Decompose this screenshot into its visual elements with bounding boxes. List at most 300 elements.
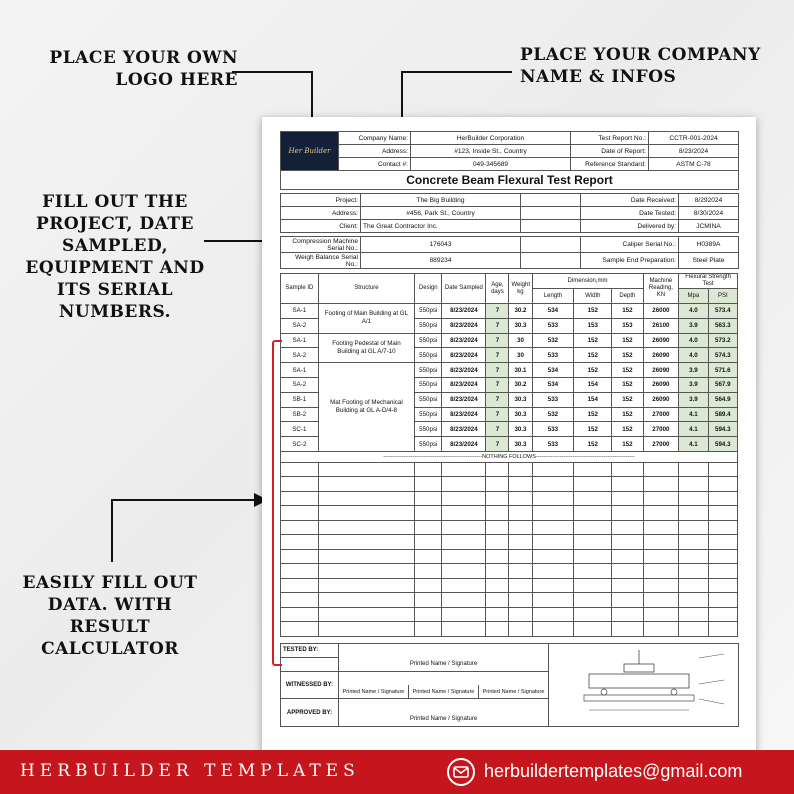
mpa[interactable]: 4.0: [679, 333, 708, 348]
age[interactable]: 7: [486, 407, 509, 422]
design[interactable]: 550psi: [415, 377, 442, 392]
witness-2-name[interactable]: Printed Name / Signature: [409, 685, 479, 699]
length[interactable]: 534: [532, 363, 574, 378]
psi[interactable]: 573.4: [708, 304, 737, 319]
empty-cell[interactable]: [708, 462, 737, 477]
empty-cell[interactable]: [612, 491, 643, 506]
sample-id[interactable]: SB-2: [281, 407, 319, 422]
machine-reading[interactable]: 26000: [643, 304, 679, 319]
age[interactable]: 7: [486, 318, 509, 333]
empty-cell[interactable]: [281, 520, 319, 535]
machine-reading[interactable]: 26090: [643, 363, 679, 378]
empty-cell[interactable]: [281, 578, 319, 593]
empty-cell[interactable]: [415, 520, 442, 535]
mpa[interactable]: 4.0: [679, 348, 708, 363]
client-name[interactable]: The Great Contractor Inc.: [361, 220, 521, 233]
empty-cell[interactable]: [486, 506, 509, 521]
empty-cell[interactable]: [574, 549, 612, 564]
empty-cell[interactable]: [486, 535, 509, 550]
empty-cell[interactable]: [318, 607, 414, 622]
empty-cell[interactable]: [415, 535, 442, 550]
age[interactable]: 7: [486, 363, 509, 378]
length[interactable]: 533: [532, 318, 574, 333]
empty-cell[interactable]: [318, 477, 414, 492]
empty-cell[interactable]: [509, 491, 532, 506]
date-sampled[interactable]: 8/23/2024: [442, 304, 486, 319]
empty-row[interactable]: [281, 622, 738, 637]
empty-cell[interactable]: [486, 607, 509, 622]
empty-cell[interactable]: [612, 549, 643, 564]
date-of-report[interactable]: 8/23/2024: [649, 145, 739, 158]
empty-cell[interactable]: [486, 491, 509, 506]
empty-cell[interactable]: [532, 578, 574, 593]
age[interactable]: 7: [486, 377, 509, 392]
empty-row[interactable]: [281, 578, 738, 593]
empty-cell[interactable]: [574, 607, 612, 622]
empty-cell[interactable]: [574, 477, 612, 492]
empty-row[interactable]: [281, 520, 738, 535]
empty-cell[interactable]: [509, 622, 532, 637]
psi[interactable]: 563.3: [708, 318, 737, 333]
empty-cell[interactable]: [486, 520, 509, 535]
empty-cell[interactable]: [442, 491, 486, 506]
date-tested[interactable]: 8/30/2024: [679, 207, 739, 220]
empty-cell[interactable]: [532, 593, 574, 608]
psi[interactable]: 594.3: [708, 437, 737, 452]
empty-cell[interactable]: [281, 535, 319, 550]
nothing-follows: ------------------------------------------------------NOTHING FOLLOWS------------------------------------------------------: [281, 451, 738, 462]
col-psi: PSI: [708, 289, 737, 304]
empty-cell[interactable]: [415, 564, 442, 579]
empty-row[interactable]: [281, 607, 738, 622]
depth[interactable]: 152: [612, 304, 643, 319]
weight[interactable]: 30.3: [509, 437, 532, 452]
psi[interactable]: 571.6: [708, 363, 737, 378]
empty-cell[interactable]: [318, 564, 414, 579]
empty-cell[interactable]: [643, 593, 679, 608]
empty-cell[interactable]: [318, 520, 414, 535]
design[interactable]: 550psi: [415, 392, 442, 407]
sample-id[interactable]: SB-1: [281, 392, 319, 407]
depth[interactable]: 152: [612, 348, 643, 363]
wb-serial-label: Weigh Balance Serial No.:: [281, 253, 361, 269]
length[interactable]: 533: [532, 392, 574, 407]
empty-cell[interactable]: [612, 622, 643, 637]
mpa[interactable]: 4.0: [679, 304, 708, 319]
empty-row[interactable]: [281, 564, 738, 579]
weight[interactable]: 30: [509, 348, 532, 363]
empty-cell[interactable]: [612, 593, 643, 608]
empty-cell[interactable]: [281, 462, 319, 477]
footer-email[interactable]: herbuildertemplates@gmail.com: [484, 761, 743, 781]
empty-cell[interactable]: [612, 564, 643, 579]
empty-cell[interactable]: [532, 622, 574, 637]
empty-cell[interactable]: [708, 578, 737, 593]
empty-cell[interactable]: [509, 578, 532, 593]
empty-cell[interactable]: [612, 506, 643, 521]
empty-cell[interactable]: [509, 462, 532, 477]
empty-cell[interactable]: [281, 549, 319, 564]
design[interactable]: 550psi: [415, 363, 442, 378]
sample-id[interactable]: SC-2: [281, 437, 319, 452]
project-address[interactable]: #456, Park St., Country: [361, 207, 521, 220]
empty-cell[interactable]: [574, 535, 612, 550]
date-sampled[interactable]: 8/23/2024: [442, 437, 486, 452]
empty-cell[interactable]: [643, 564, 679, 579]
empty-cell[interactable]: [442, 477, 486, 492]
age[interactable]: 7: [486, 437, 509, 452]
empty-cell[interactable]: [574, 593, 612, 608]
machine-reading[interactable]: 27000: [643, 407, 679, 422]
empty-cell[interactable]: [281, 477, 319, 492]
delivered-by[interactable]: JCMINA: [679, 220, 739, 233]
empty-cell[interactable]: [612, 578, 643, 593]
empty-cell[interactable]: [532, 535, 574, 550]
empty-cell[interactable]: [486, 462, 509, 477]
machine-reading[interactable]: 26090: [643, 333, 679, 348]
empty-cell[interactable]: [643, 535, 679, 550]
empty-cell[interactable]: [708, 520, 737, 535]
weight[interactable]: 30.2: [509, 304, 532, 319]
witness-1-name[interactable]: Printed Name / Signature: [339, 685, 409, 699]
empty-cell[interactable]: [679, 607, 708, 622]
machine-reading[interactable]: 27000: [643, 437, 679, 452]
empty-cell[interactable]: [679, 477, 708, 492]
approved-printed-name[interactable]: Printed Name / Signature: [339, 713, 549, 727]
date-sampled[interactable]: 8/23/2024: [442, 348, 486, 363]
depth[interactable]: 152: [612, 407, 643, 422]
weight[interactable]: 30.3: [509, 318, 532, 333]
company-name[interactable]: HerBuilder Corporation: [411, 132, 571, 145]
empty-cell[interactable]: [643, 549, 679, 564]
width[interactable]: 152: [574, 437, 612, 452]
weight[interactable]: 30: [509, 333, 532, 348]
empty-cell[interactable]: [486, 593, 509, 608]
empty-cell[interactable]: [442, 520, 486, 535]
weight[interactable]: 30.1: [509, 363, 532, 378]
empty-cell[interactable]: [318, 622, 414, 637]
empty-cell[interactable]: [318, 506, 414, 521]
structure-cell[interactable]: Footing of Main Building at GL A/1: [318, 304, 414, 334]
psi[interactable]: 594.3: [708, 422, 737, 437]
empty-cell[interactable]: [415, 622, 442, 637]
date-sampled[interactable]: 8/23/2024: [442, 377, 486, 392]
company-address[interactable]: #123, Inside St., Country: [411, 145, 571, 158]
empty-cell[interactable]: [708, 549, 737, 564]
empty-cell[interactable]: [679, 578, 708, 593]
empty-cell[interactable]: [442, 607, 486, 622]
empty-cell[interactable]: [509, 607, 532, 622]
depth[interactable]: 152: [612, 437, 643, 452]
report-form: [280, 131, 738, 727]
empty-cell[interactable]: [318, 549, 414, 564]
width[interactable]: 154: [574, 392, 612, 407]
mpa[interactable]: 3.9: [679, 377, 708, 392]
width[interactable]: 154: [574, 377, 612, 392]
col-date-sampled: Date Sampled: [442, 274, 486, 304]
empty-cell[interactable]: [318, 578, 414, 593]
sample-id[interactable]: SA-1: [281, 333, 319, 348]
machine-reading[interactable]: 26090: [643, 377, 679, 392]
width[interactable]: 153: [574, 318, 612, 333]
empty-cell[interactable]: [679, 564, 708, 579]
empty-cell[interactable]: [442, 535, 486, 550]
empty-cell[interactable]: [574, 564, 612, 579]
depth[interactable]: 152: [612, 392, 643, 407]
age[interactable]: 7: [486, 392, 509, 407]
date-sampled[interactable]: 8/23/2024: [442, 422, 486, 437]
mpa[interactable]: 4.1: [679, 437, 708, 452]
empty-cell[interactable]: [318, 593, 414, 608]
empty-cell[interactable]: [442, 462, 486, 477]
empty-cell[interactable]: [509, 593, 532, 608]
mpa[interactable]: 3.9: [679, 363, 708, 378]
width[interactable]: 152: [574, 363, 612, 378]
empty-cell[interactable]: [486, 578, 509, 593]
empty-cell[interactable]: [509, 564, 532, 579]
design[interactable]: 550psi: [415, 407, 442, 422]
sample-id[interactable]: SA-2: [281, 348, 319, 363]
design[interactable]: 550psi: [415, 333, 442, 348]
empty-cell[interactable]: [532, 564, 574, 579]
empty-cell[interactable]: [679, 593, 708, 608]
weight[interactable]: 30.3: [509, 422, 532, 437]
length[interactable]: 532: [532, 407, 574, 422]
empty-cell[interactable]: [643, 477, 679, 492]
empty-cell[interactable]: [612, 462, 643, 477]
age[interactable]: 7: [486, 422, 509, 437]
length[interactable]: 532: [532, 333, 574, 348]
empty-cell[interactable]: [708, 506, 737, 521]
empty-cell[interactable]: [708, 477, 737, 492]
empty-row[interactable]: [281, 477, 738, 492]
empty-cell[interactable]: [574, 506, 612, 521]
empty-cell[interactable]: [679, 491, 708, 506]
empty-cell[interactable]: [442, 593, 486, 608]
empty-cell[interactable]: [708, 491, 737, 506]
length[interactable]: 534: [532, 377, 574, 392]
contact-number[interactable]: 049-345689: [411, 158, 571, 171]
empty-cell[interactable]: [281, 607, 319, 622]
caliper-serial[interactable]: H0389A: [679, 237, 739, 253]
empty-row[interactable]: [281, 593, 738, 608]
empty-cell[interactable]: [574, 578, 612, 593]
width[interactable]: 152: [574, 333, 612, 348]
width[interactable]: 152: [574, 407, 612, 422]
empty-cell[interactable]: [318, 491, 414, 506]
date-sampled[interactable]: 8/23/2024: [442, 392, 486, 407]
empty-cell[interactable]: [509, 535, 532, 550]
empty-row[interactable]: [281, 549, 738, 564]
length[interactable]: 533: [532, 348, 574, 363]
cm-serial[interactable]: 176043: [361, 237, 521, 253]
empty-cell[interactable]: [442, 506, 486, 521]
empty-cell[interactable]: [281, 593, 319, 608]
empty-cell[interactable]: [415, 491, 442, 506]
contact-label: Contact #:: [339, 158, 411, 171]
machine-reading[interactable]: 26100: [643, 318, 679, 333]
reference-standard[interactable]: ASTM C-78: [649, 158, 739, 171]
date-received[interactable]: 8/292024: [679, 194, 739, 207]
empty-cell[interactable]: [643, 520, 679, 535]
empty-cell[interactable]: [509, 506, 532, 521]
empty-cell[interactable]: [643, 462, 679, 477]
empty-cell[interactable]: [532, 549, 574, 564]
weight[interactable]: 30.3: [509, 407, 532, 422]
empty-row[interactable]: [281, 535, 738, 550]
empty-cell[interactable]: [415, 549, 442, 564]
empty-cell[interactable]: [532, 520, 574, 535]
depth[interactable]: 152: [612, 377, 643, 392]
psi[interactable]: 573.2: [708, 333, 737, 348]
empty-cell[interactable]: [281, 491, 319, 506]
empty-cell[interactable]: [574, 491, 612, 506]
empty-cell[interactable]: [442, 549, 486, 564]
mpa[interactable]: 4.1: [679, 407, 708, 422]
empty-cell[interactable]: [708, 564, 737, 579]
empty-cell[interactable]: [532, 477, 574, 492]
psi[interactable]: 574.3: [708, 348, 737, 363]
depth[interactable]: 152: [612, 363, 643, 378]
depth[interactable]: 153: [612, 318, 643, 333]
empty-cell[interactable]: [486, 622, 509, 637]
wb-serial[interactable]: 889234: [361, 253, 521, 269]
empty-cell[interactable]: [612, 520, 643, 535]
design[interactable]: 550psi: [415, 437, 442, 452]
empty-row[interactable]: [281, 462, 738, 477]
test-report-no[interactable]: CCTR-001-2024: [649, 132, 739, 145]
sample-id[interactable]: SA-1: [281, 363, 319, 378]
tested-printed-name[interactable]: Printed Name / Signature: [339, 657, 549, 671]
machine-reading[interactable]: 27000: [643, 422, 679, 437]
sample-end-prep[interactable]: Steel Plate: [679, 253, 739, 269]
empty-cell[interactable]: [442, 564, 486, 579]
length[interactable]: 534: [532, 304, 574, 319]
empty-cell[interactable]: [486, 477, 509, 492]
empty-cell[interactable]: [509, 477, 532, 492]
empty-cell[interactable]: [708, 593, 737, 608]
weight[interactable]: 30.3: [509, 392, 532, 407]
callout-company: PLACE YOUR COMPANY NAME & INFOS: [520, 45, 761, 87]
empty-cell[interactable]: [415, 593, 442, 608]
width[interactable]: 152: [574, 348, 612, 363]
depth[interactable]: 152: [612, 333, 643, 348]
age[interactable]: 7: [486, 304, 509, 319]
sample-id[interactable]: SA-2: [281, 318, 319, 333]
empty-cell[interactable]: [643, 491, 679, 506]
age[interactable]: 7: [486, 333, 509, 348]
machine-reading[interactable]: 26090: [643, 348, 679, 363]
mpa[interactable]: 3.9: [679, 318, 708, 333]
empty-cell[interactable]: [509, 549, 532, 564]
col-weight: Weight kg: [509, 274, 532, 304]
date-sampled[interactable]: 8/23/2024: [442, 363, 486, 378]
sample-id[interactable]: SA-2: [281, 377, 319, 392]
empty-cell[interactable]: [486, 549, 509, 564]
empty-cell[interactable]: [318, 462, 414, 477]
empty-cell[interactable]: [532, 506, 574, 521]
psi[interactable]: 564.9: [708, 392, 737, 407]
empty-cell[interactable]: [643, 622, 679, 637]
empty-cell[interactable]: [281, 564, 319, 579]
psi[interactable]: 589.4: [708, 407, 737, 422]
empty-cell[interactable]: [679, 549, 708, 564]
machine-reading[interactable]: 26090: [643, 392, 679, 407]
empty-cell[interactable]: [415, 578, 442, 593]
structure-cell[interactable]: Footing Pedestal of Main Building at GL A/7-10: [318, 333, 414, 363]
empty-row[interactable]: [281, 491, 738, 506]
design[interactable]: 550psi: [415, 318, 442, 333]
empty-cell[interactable]: [442, 578, 486, 593]
mpa[interactable]: 3.9: [679, 392, 708, 407]
empty-cell[interactable]: [679, 535, 708, 550]
empty-cell[interactable]: [415, 477, 442, 492]
date-sampled[interactable]: 8/23/2024: [442, 333, 486, 348]
depth[interactable]: 152: [612, 422, 643, 437]
design[interactable]: 550psi: [415, 348, 442, 363]
empty-cell[interactable]: [679, 506, 708, 521]
weight[interactable]: 30.2: [509, 377, 532, 392]
empty-cell[interactable]: [643, 607, 679, 622]
empty-cell[interactable]: [281, 622, 319, 637]
width[interactable]: 152: [574, 304, 612, 319]
empty-cell[interactable]: [532, 491, 574, 506]
empty-cell[interactable]: [486, 564, 509, 579]
empty-cell[interactable]: [679, 462, 708, 477]
empty-cell[interactable]: [415, 506, 442, 521]
empty-cell[interactable]: [679, 520, 708, 535]
empty-cell[interactable]: [574, 520, 612, 535]
empty-cell[interactable]: [281, 506, 319, 521]
length[interactable]: 533: [532, 437, 574, 452]
width[interactable]: 152: [574, 422, 612, 437]
date-sampled[interactable]: 8/23/2024: [442, 407, 486, 422]
psi[interactable]: 567.9: [708, 377, 737, 392]
length[interactable]: 533: [532, 422, 574, 437]
empty-cell[interactable]: [415, 462, 442, 477]
age[interactable]: 7: [486, 348, 509, 363]
design[interactable]: 550psi: [415, 422, 442, 437]
empty-cell[interactable]: [415, 607, 442, 622]
empty-cell[interactable]: [509, 520, 532, 535]
mpa[interactable]: 4.1: [679, 422, 708, 437]
witness-3-name[interactable]: Printed Name / Signature: [479, 685, 549, 699]
empty-cell[interactable]: [679, 622, 708, 637]
date-sampled[interactable]: 8/23/2024: [442, 318, 486, 333]
empty-cell[interactable]: [532, 607, 574, 622]
empty-cell[interactable]: [708, 535, 737, 550]
empty-cell[interactable]: [532, 462, 574, 477]
empty-cell[interactable]: [442, 622, 486, 637]
project-name[interactable]: The Big Building: [361, 194, 521, 207]
design[interactable]: 550psi: [415, 304, 442, 319]
empty-cell[interactable]: [574, 622, 612, 637]
empty-cell[interactable]: [708, 607, 737, 622]
date-received-label: Date Received:: [581, 194, 679, 207]
sample-id[interactable]: SC-1: [281, 422, 319, 437]
empty-cell[interactable]: [612, 477, 643, 492]
empty-cell[interactable]: [574, 462, 612, 477]
empty-cell[interactable]: [318, 535, 414, 550]
empty-cell[interactable]: [643, 506, 679, 521]
empty-row[interactable]: [281, 506, 738, 521]
empty-cell[interactable]: [612, 535, 643, 550]
empty-cell[interactable]: [643, 578, 679, 593]
empty-cell[interactable]: [708, 622, 737, 637]
empty-cell[interactable]: [612, 607, 643, 622]
sample-id[interactable]: SA-1: [281, 304, 319, 319]
structure-cell[interactable]: Mat Footing of Mechanical Building at GL A-D/4-8: [318, 363, 414, 452]
